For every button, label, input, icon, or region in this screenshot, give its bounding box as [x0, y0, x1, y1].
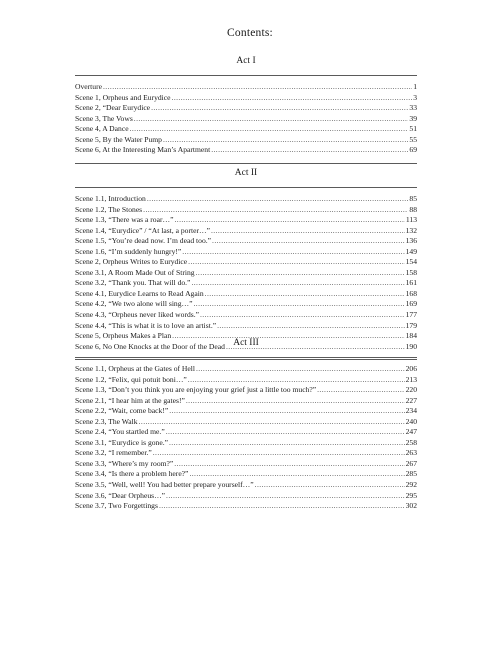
- toc-entry-page: 169: [405, 299, 417, 309]
- toc-entry[interactable]: [75, 278, 417, 289]
- dot-leader: [255, 480, 405, 491]
- toc-list: [75, 364, 417, 512]
- toc-entry[interactable]: [75, 289, 417, 300]
- dot-leader: [143, 205, 408, 216]
- toc-entry-label: Scene 1.4, “Eurydice” / “At last, a porter…”: [75, 225, 210, 235]
- toc-entry[interactable]: [75, 385, 417, 396]
- toc-entry[interactable]: [75, 103, 417, 114]
- toc-entry-label: Scene 1.1, Orpheus at the Gates of Hell: [75, 364, 195, 373]
- toc-entry-page: 258: [405, 437, 417, 447]
- toc-entry-label: Scene 1, Orpheus and Eurydice: [75, 92, 171, 102]
- toc-entry-label: Scene 2, Orpheus Writes to Eurydice: [75, 257, 188, 267]
- toc-entry[interactable]: [75, 321, 417, 332]
- act-heading: Act III: [233, 338, 259, 348]
- toc-entry-label: Scene 3.2, “I remember.”: [75, 448, 152, 458]
- toc-entry-page: 295: [405, 490, 417, 500]
- toc-entry-page: 33: [409, 103, 417, 113]
- toc-entry[interactable]: [75, 226, 417, 237]
- toc-entry-page: 184: [405, 331, 417, 341]
- toc-entry[interactable]: [75, 491, 417, 502]
- toc-entry[interactable]: [75, 364, 417, 375]
- toc-entry[interactable]: [75, 114, 417, 125]
- toc-entry-page: 149: [405, 246, 417, 256]
- toc-entry-label: Scene 1.3, “There was a roar…”: [75, 215, 174, 225]
- dot-leader: [189, 469, 404, 480]
- toc-entry-page: 161: [405, 278, 417, 288]
- dot-leader: [169, 406, 404, 417]
- act-heading: Act I: [236, 56, 256, 66]
- toc-entry-label: Scene 6, No One Knocks at the Door of the Dead: [75, 341, 225, 351]
- toc-entry[interactable]: [75, 124, 417, 135]
- dot-leader: [139, 417, 405, 428]
- toc-entry-page: 55: [409, 134, 417, 144]
- toc-entry-page: 39: [409, 113, 417, 123]
- toc-entry-label: Scene 3.4, “Is there a problem here?”: [75, 469, 189, 479]
- toc-entry-label: Scene 2, “Dear Eurydice: [75, 103, 151, 113]
- toc-entry-page: 302: [405, 501, 417, 511]
- toc-entry[interactable]: [75, 215, 417, 226]
- toc-entry-label: Scene 5, Orpheus Makes a Plan: [75, 331, 172, 341]
- toc-entry-page: 240: [405, 416, 417, 426]
- dot-leader: [169, 438, 405, 449]
- toc-entry-page: 85: [409, 194, 417, 203]
- toc-entry-page: 168: [405, 288, 417, 298]
- toc-entry-label: Scene 4.2, “We two alone will sing…”: [75, 299, 193, 309]
- dot-leader: [159, 501, 405, 512]
- dot-leader: [196, 364, 405, 375]
- toc-entry-page: 227: [405, 395, 417, 405]
- toc-entry-label: Scene 1.3, “Don’t you think you are enjoying your grief just a little too much?”: [75, 385, 317, 395]
- toc-entry[interactable]: [75, 310, 417, 321]
- section-divider: [75, 187, 417, 188]
- toc-entry-page: 234: [405, 406, 417, 416]
- toc-entry-page: 69: [409, 145, 417, 155]
- toc-entry-page: 267: [405, 458, 417, 468]
- toc-entry-label: Scene 2.1, “I hear him at the gates!”: [75, 395, 185, 405]
- toc-entry-page: 285: [405, 469, 417, 479]
- toc-entry-page: 132: [405, 225, 417, 235]
- toc-entry-label: Scene 1.6, “I’m suddenly hungry!”: [75, 246, 182, 256]
- toc-entry-label: Scene 3.1, A Room Made Out of String: [75, 267, 195, 277]
- toc-entry-page: 206: [405, 364, 417, 373]
- toc-entry[interactable]: [75, 236, 417, 247]
- toc-entry[interactable]: [75, 257, 417, 268]
- dot-leader: [196, 268, 405, 279]
- toc-entry-page: 177: [405, 310, 417, 320]
- toc-entry[interactable]: [75, 417, 417, 428]
- toc-entry-label: Overture: [75, 82, 102, 91]
- toc-entry-label: Scene 1.2, The Stones: [75, 204, 143, 214]
- act-section-3: [75, 336, 417, 512]
- toc-entry-label: Scene 6, At the Interesting Man’s Apartment: [75, 145, 211, 155]
- toc-entry-page: 179: [405, 320, 417, 330]
- toc-entry[interactable]: [75, 448, 417, 459]
- toc-entry[interactable]: [75, 375, 417, 386]
- dot-leader: [217, 321, 405, 332]
- dot-leader: [166, 427, 405, 438]
- toc-entry[interactable]: [75, 205, 417, 216]
- toc-entry-page: 88: [409, 204, 417, 214]
- dot-leader: [153, 448, 405, 459]
- toc-entry-label: Scene 1.5, “You’re dead now. I’m dead too.”: [75, 236, 212, 246]
- toc-entry-page: 292: [405, 480, 417, 490]
- toc-entry[interactable]: [75, 406, 417, 417]
- toc-entry-page: 154: [405, 257, 417, 267]
- dot-leader: [130, 124, 409, 135]
- toc-entry-page: 51: [409, 124, 417, 134]
- dot-leader: [193, 299, 404, 310]
- dot-leader: [188, 257, 404, 268]
- toc-entry-label: Scene 3.1, “Eurydice is gone.”: [75, 437, 168, 447]
- toc-entry[interactable]: [75, 194, 417, 205]
- toc-entry-page: 3: [413, 92, 417, 102]
- toc-entry[interactable]: [75, 469, 417, 480]
- dot-leader: [200, 310, 405, 321]
- dot-leader: [182, 247, 404, 258]
- dot-leader: [147, 194, 409, 205]
- toc-entry[interactable]: [75, 396, 417, 407]
- toc-list: [75, 194, 417, 352]
- page-title: Contents:: [227, 27, 273, 39]
- toc-entry-label: Scene 3.7, Two Forgettings: [75, 501, 158, 511]
- toc-entry-label: Scene 3.5, “Well, well! You had better prepare yourself…”: [75, 480, 254, 490]
- dot-leader: [134, 114, 409, 125]
- toc-entry[interactable]: [75, 145, 417, 156]
- toc-list: [75, 82, 417, 156]
- toc-entry[interactable]: [75, 268, 417, 279]
- dot-leader: [188, 375, 405, 386]
- toc-entry-page: 136: [405, 236, 417, 246]
- toc-entry-page: 263: [405, 448, 417, 458]
- toc-entry-page: 158: [405, 267, 417, 277]
- dot-leader: [103, 82, 412, 93]
- section-divider: [75, 75, 417, 76]
- toc-entry-label: Scene 5, By the Water Pump: [75, 134, 162, 144]
- dot-leader: [174, 459, 404, 470]
- toc-entry-label: Scene 2.4, “You startled me.”: [75, 427, 165, 437]
- toc-entry[interactable]: [75, 459, 417, 470]
- toc-entry-page: 247: [405, 427, 417, 437]
- section-divider: [75, 357, 417, 358]
- dot-leader: [166, 491, 405, 502]
- toc-entry-label: Scene 2.3, The Walk: [75, 416, 138, 426]
- toc-entry[interactable]: [75, 135, 417, 146]
- dot-leader: [151, 103, 408, 114]
- toc-entry[interactable]: [75, 438, 417, 449]
- toc-entry[interactable]: [75, 501, 417, 512]
- toc-entry[interactable]: [75, 427, 417, 438]
- toc-entry-label: Scene 3, The Vows: [75, 113, 133, 123]
- toc-entry[interactable]: [75, 480, 417, 491]
- act-section-1: [75, 54, 417, 170]
- dot-leader: [163, 135, 408, 146]
- dot-leader: [317, 385, 404, 396]
- dot-leader: [211, 145, 408, 156]
- section-divider: [75, 163, 417, 164]
- dot-leader: [186, 396, 405, 407]
- toc-entry-page: 113: [405, 215, 417, 225]
- toc-entry-label: Scene 2.2, “Wait, come back!”: [75, 406, 169, 416]
- toc-entry-page: 1: [413, 82, 417, 91]
- toc-entry[interactable]: [75, 93, 417, 104]
- toc-entry-label: Scene 1.2, “Felix, qui potuit boni…”: [75, 374, 187, 384]
- dot-leader: [191, 278, 404, 289]
- toc-entry-label: Scene 1.1, Introduction: [75, 194, 146, 203]
- dot-leader: [174, 215, 404, 226]
- toc-entry-page: 220: [405, 385, 417, 395]
- dot-leader: [211, 226, 405, 237]
- toc-entry[interactable]: [75, 82, 417, 93]
- dot-leader: [205, 289, 405, 300]
- toc-entry[interactable]: [75, 299, 417, 310]
- toc-entry-label: Scene 4, A Dance: [75, 124, 129, 134]
- toc-entry-label: Scene 3.3, “Where’s my room?”: [75, 458, 174, 468]
- toc-entry-label: Scene 3.6, “Dear Orpheus…”: [75, 490, 166, 500]
- toc-entry-label: Scene 4.1, Eurydice Learns to Read Again: [75, 288, 204, 298]
- dot-leader: [172, 93, 413, 104]
- toc-entry-label: Scene 4.3, “Orpheus never liked words.”: [75, 310, 199, 320]
- toc-entry[interactable]: [75, 247, 417, 258]
- dot-leader: [212, 236, 405, 247]
- act-heading: Act II: [234, 168, 258, 178]
- toc-entry-label: Scene 3.2, “Thank you. That will do.”: [75, 278, 191, 288]
- toc-entry-page: 213: [405, 374, 417, 384]
- toc-entry-label: Scene 4.4, “This is what it is to love an artist.”: [75, 320, 217, 330]
- toc-entry-page: 190: [405, 341, 417, 351]
